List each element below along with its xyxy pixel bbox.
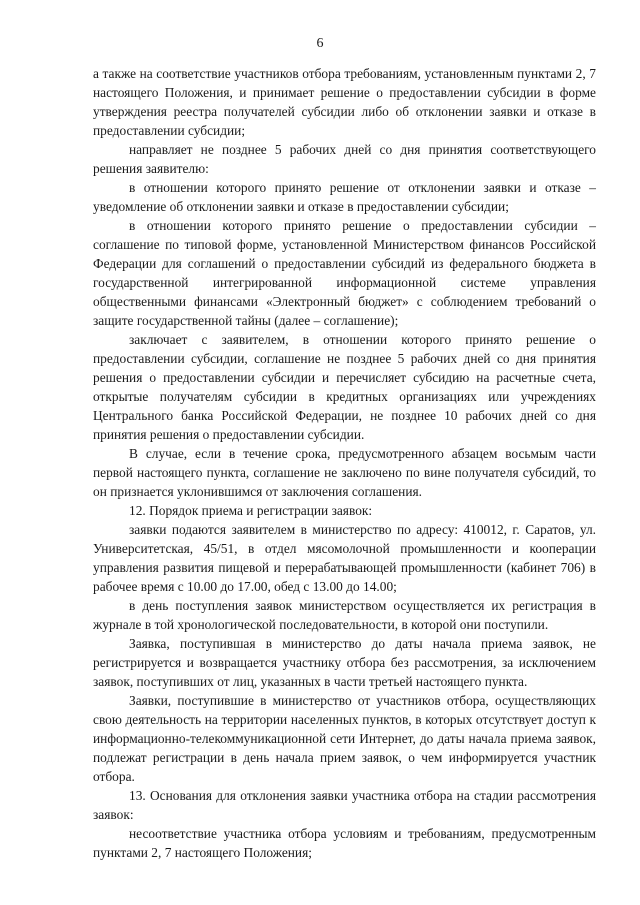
paragraph: а также на соответствие участников отбора требованиям, установленным пунктами 2, 7 настоящего Положения, и принимает решение о предоставлении субсидии в форме утверждения реестра получателей субсидии либо об отклонении заявки и отказе в предоставлении субсидии; xyxy=(93,66,596,138)
section-heading: 12. Порядок приема и регистрации заявок: xyxy=(129,503,373,518)
paragraph: направляет не позднее 5 рабочих дней со дня принятия соответствующего решения заявителю: xyxy=(93,142,596,176)
page-number: 6 xyxy=(316,36,324,51)
document-body xyxy=(93,64,596,862)
paragraph: в отношении которого принято решение от отклонении заявки и отказе – уведомление об отклонении заявки и отказе в предоставлении субсидии; xyxy=(93,180,596,214)
paragraph: заключает с заявителем, в отношении которого принято решение о предоставлении субсидии, соглашение не позднее 5 рабочих дней со дня принятия решения о предоставлении субсидии и перечисляет субсидию на расчетные счета, открытые получателям субсидии в кредитных организациях или учреждениях Центрального банка Российской Федерации, не позднее 10 рабочих дней со дня принятия решения о предоставлении субсидии. xyxy=(93,332,596,442)
paragraph: в день поступления заявок министерством осуществляется их регистрация в журнале в той хронологической последовательности, в которой они поступили. xyxy=(93,598,596,632)
paragraph: Заявки, поступившие в министерство от участников отбора, осуществляющих свою деятельность на территории населенных пунктов, в которых отсутствует доступ к информационно-телекоммуникационной сети Интернет, до даты начала приема заявок, подлежат регистрации в день начала прием заявок, о чем информируется участник отбора. xyxy=(93,693,596,784)
paragraph: В случае, если в течение срока, предусмотренного абзацем восьмым части первой настоящего пункта, соглашение не заключено по вине получателя субсидий, то он признается уклонившимся от заключения соглашения. xyxy=(93,446,596,499)
paragraph: в отношении которого принято решение о предоставлении субсидии – соглашение по типовой форме, установленной Министерством финансов Российской Федерации для соглашений о предоставлении субсидий из федерального бюджета в государственной интегрированной информационной системе управления общественными финансами «Электронный бюджет» с соблюдением требований о защите государственной тайны (далее – соглашение); xyxy=(93,218,596,328)
paragraph: несоответствие участника отбора условиям и требованиям, предусмотренным пунктами 2, 7 настоящего Положения; xyxy=(93,826,596,860)
paragraph: заявки подаются заявителем в министерство по адресу: 410012, г. Саратов, ул. Университетская, 45/51, в отдел мясомолочной промышленности и кооперации управления развития пищевой и перерабатывающей промышленности (кабинет 706) в рабочее время с 10.00 до 17.00, обед с 13.00 до 14.00; xyxy=(93,522,596,594)
section-heading: 13. Основания для отклонения заявки участника отбора на стадии рассмотрения заявок: xyxy=(93,788,596,822)
paragraph: Заявка, поступившая в министерство до даты начала приема заявок, не регистрируется и возвращается участнику отбора без рассмотрения, за исключением заявок, поступивших от лиц, указанных в части третьей настоящего пункта. xyxy=(93,636,596,689)
